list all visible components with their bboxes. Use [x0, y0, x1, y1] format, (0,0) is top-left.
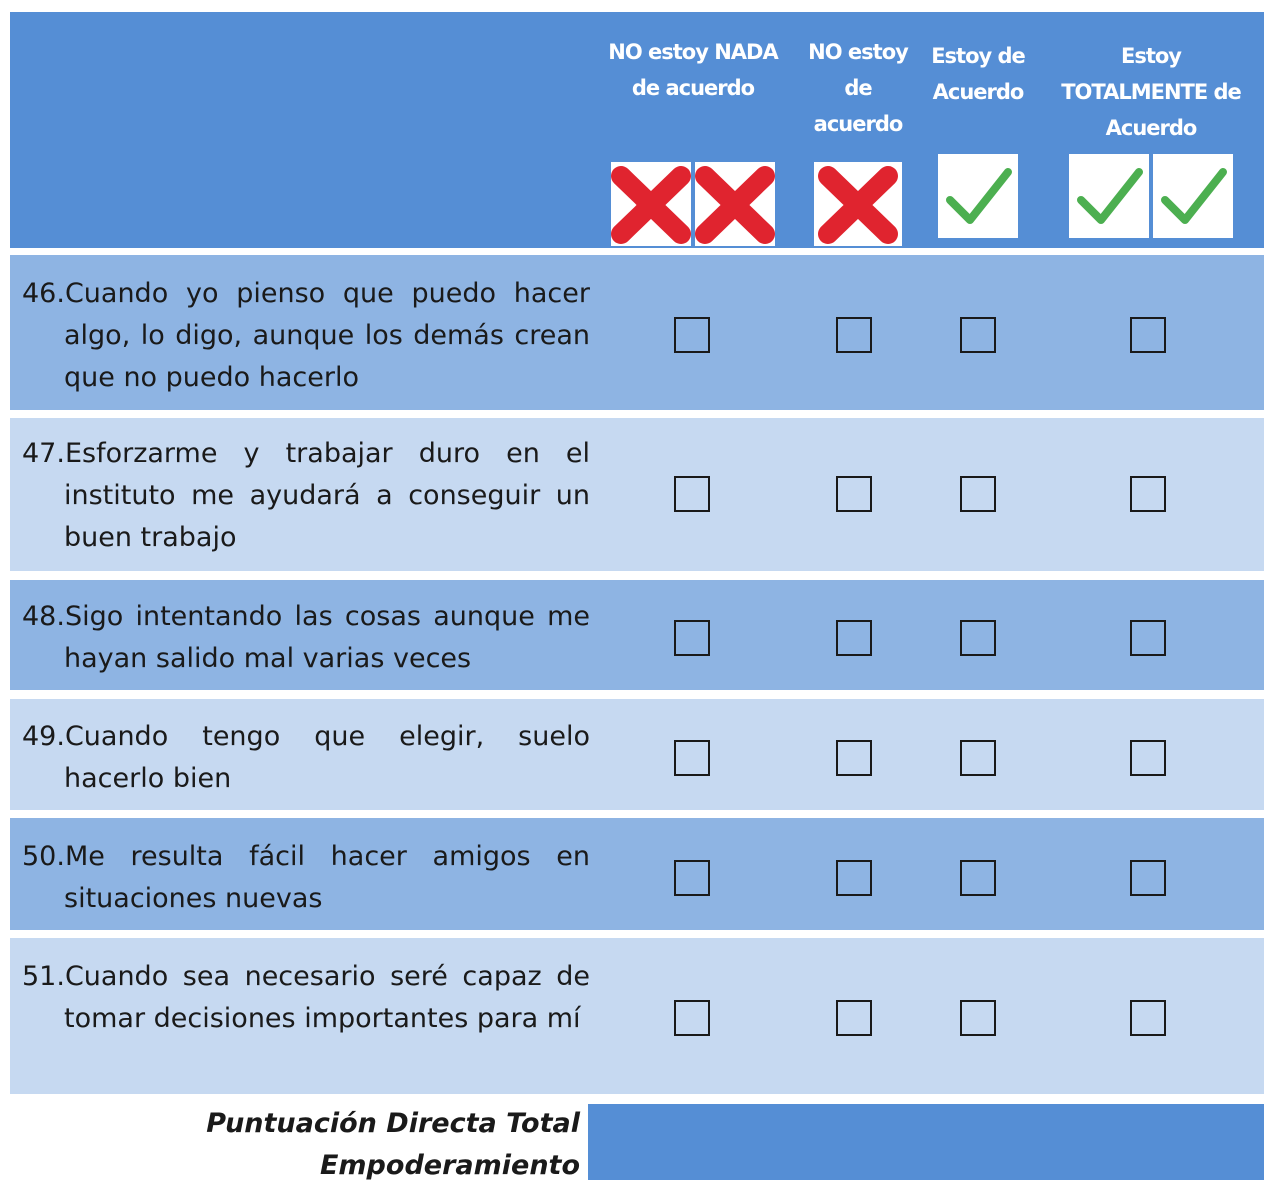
- checkbox-strongly-disagree[interactable]: [674, 620, 710, 656]
- question-text: 47.Esforzarme y trabajar duro en el instituto me ayudará a conseguir un buen trabajo: [22, 438, 590, 553]
- checkbox-disagree[interactable]: [836, 317, 872, 353]
- question-row-46: [10, 255, 1264, 410]
- checkbox-disagree[interactable]: [836, 860, 872, 896]
- checkbox-agree[interactable]: [960, 1000, 996, 1036]
- checkbox-strongly-agree[interactable]: [1130, 860, 1166, 896]
- checkbox-strongly-agree[interactable]: [1130, 317, 1166, 353]
- question-row-50: [10, 818, 1264, 930]
- checkbox-disagree[interactable]: [836, 476, 872, 512]
- checkbox-agree[interactable]: [960, 317, 996, 353]
- header-label: Estoy TOTALMENTE de Acuerdo: [1061, 44, 1241, 140]
- checkbox-agree[interactable]: [960, 620, 996, 656]
- red-x-icon: [814, 162, 902, 246]
- question-row-48: [10, 580, 1264, 690]
- checkbox-strongly-disagree[interactable]: [674, 317, 710, 353]
- checkbox-agree[interactable]: [960, 476, 996, 512]
- question-text: 46.Cuando yo pienso que puedo hacer algo, lo digo, aunque los demás crean que no puedo hacerlo: [22, 278, 590, 393]
- checkbox-strongly-disagree[interactable]: [674, 476, 710, 512]
- red-x-icon: [695, 162, 775, 246]
- checkbox-disagree[interactable]: [836, 620, 872, 656]
- question-row-51: [10, 938, 1264, 1094]
- total-score-label: Puntuación Directa Total Empoderamiento: [206, 1108, 580, 1181]
- green-check-icon: [1153, 154, 1233, 238]
- question-text: 50.Me resulta fácil hacer amigos en situaciones nuevas: [22, 841, 590, 914]
- header-label: NO estoy NADA de acuerdo: [608, 40, 778, 100]
- header-label: NO estoy de acuerdo: [808, 40, 908, 136]
- checkbox-strongly-disagree[interactable]: [674, 740, 710, 776]
- checkbox-strongly-agree[interactable]: [1130, 620, 1166, 656]
- checkbox-disagree[interactable]: [836, 740, 872, 776]
- question-row-47: [10, 418, 1264, 571]
- checkbox-strongly-agree[interactable]: [1130, 740, 1166, 776]
- checkbox-strongly-agree[interactable]: [1130, 1000, 1166, 1036]
- checkbox-strongly-disagree[interactable]: [674, 860, 710, 896]
- question-text: 51.Cuando sea necesario seré capaz de tomar decisiones importantes para mí: [22, 961, 590, 1034]
- green-check-icon: [938, 154, 1018, 238]
- question-text: 48.Sigo intentando las cosas aunque me hayan salido mal varias veces: [22, 601, 590, 674]
- checkbox-agree[interactable]: [960, 860, 996, 896]
- red-x-icon: [611, 162, 691, 246]
- checkbox-strongly-disagree[interactable]: [674, 1000, 710, 1036]
- total-score-field[interactable]: [588, 1104, 1264, 1180]
- question-row-49: [10, 699, 1264, 810]
- question-text: 49.Cuando tengo que elegir, suelo hacerlo bien: [22, 721, 590, 794]
- table-header: [10, 12, 1264, 248]
- checkbox-agree[interactable]: [960, 740, 996, 776]
- header-label: Estoy de Acuerdo: [931, 44, 1025, 104]
- checkbox-disagree[interactable]: [836, 1000, 872, 1036]
- checkbox-strongly-agree[interactable]: [1130, 476, 1166, 512]
- green-check-icon: [1069, 154, 1149, 238]
